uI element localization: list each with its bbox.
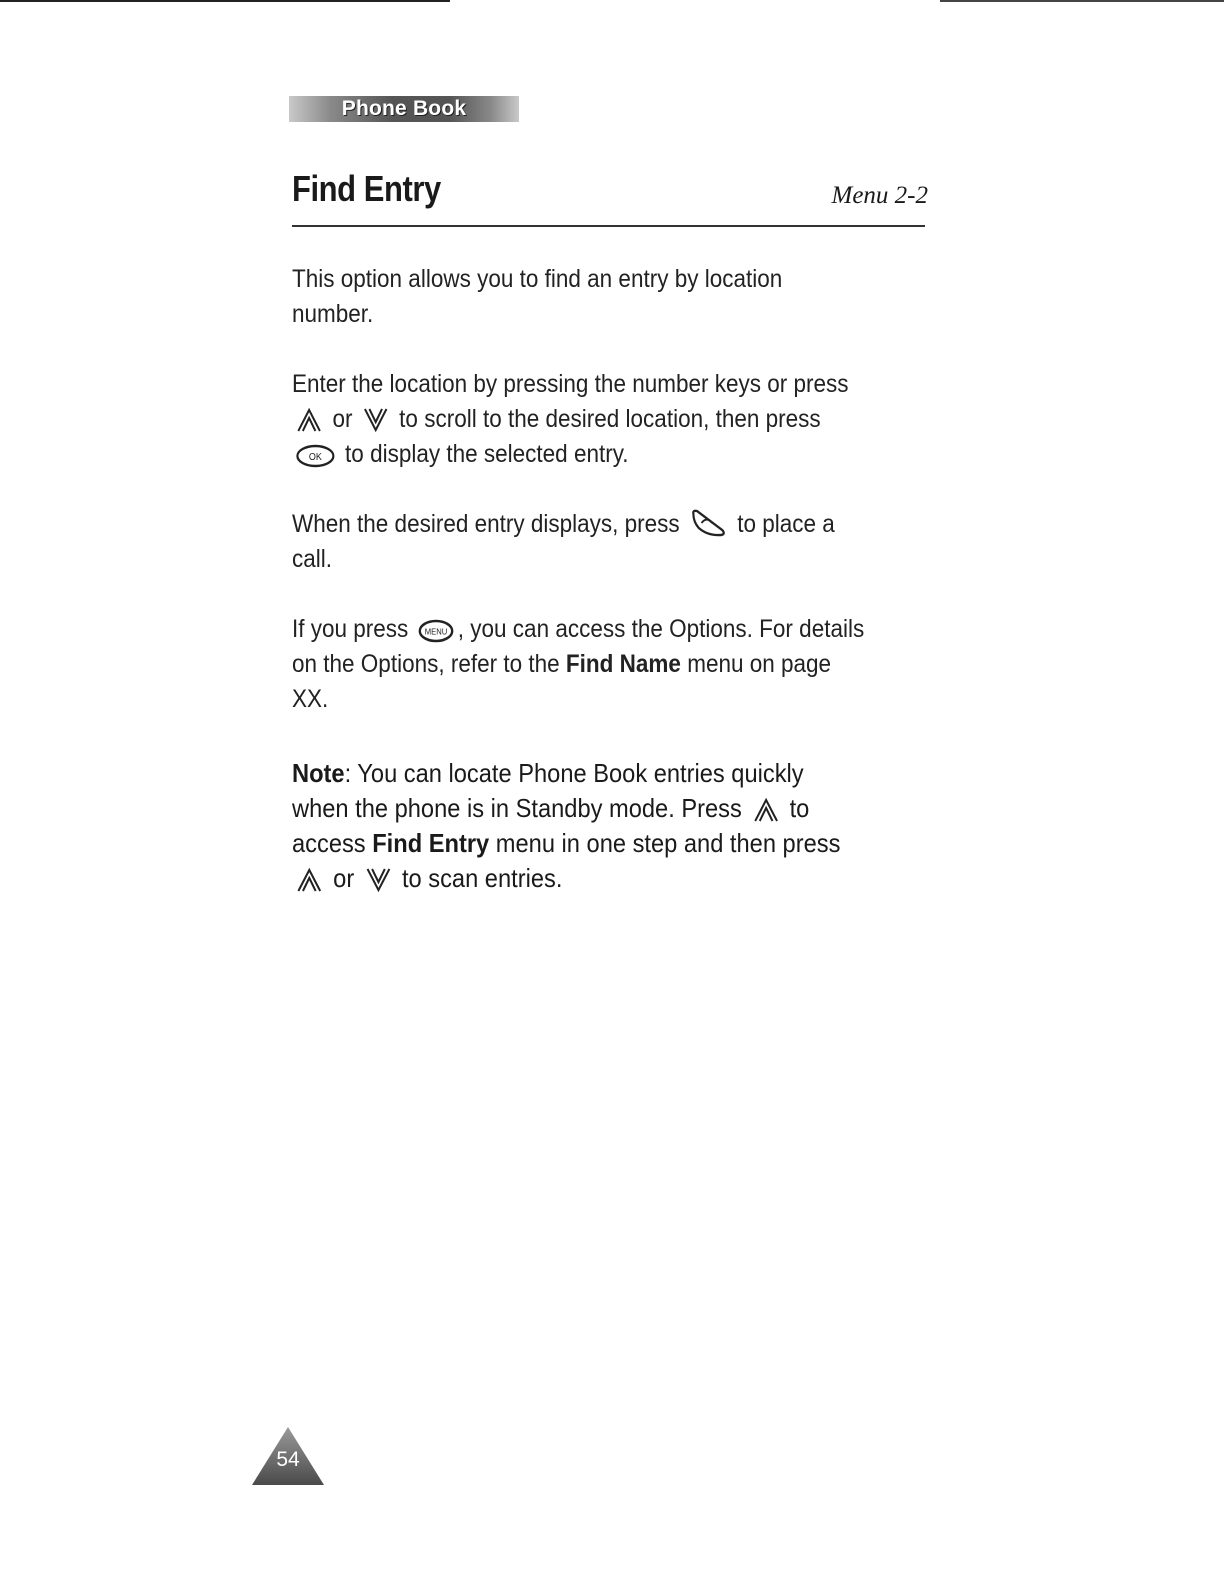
top-rule-left — [0, 0, 450, 2]
top-rule-right — [940, 0, 1224, 2]
down-key-icon — [362, 407, 389, 433]
call-text-a: When the desired entry displays, press — [292, 510, 680, 538]
find-name-reference: Find Name — [565, 650, 681, 678]
send-key-icon — [690, 508, 728, 538]
paragraph-place-call — [292, 507, 868, 577]
call-text-b: to place a call. — [292, 510, 835, 573]
enter-text-b: to scroll to the desired location, then press — [399, 405, 821, 433]
svg-text:OK: OK — [308, 451, 322, 464]
enter-text-a: Enter the location by pressing the number keys or press — [292, 370, 849, 398]
paragraph-intro — [292, 262, 868, 332]
paragraph-options — [292, 612, 868, 717]
svg-text:MENU: MENU — [424, 627, 448, 637]
note-label: Note — [292, 758, 345, 788]
up-key-icon — [296, 867, 323, 893]
up-key-icon — [296, 407, 323, 433]
note-text-c: menu in one step and then press — [495, 828, 841, 858]
note-paragraph — [292, 756, 865, 896]
note-or-text: or — [333, 863, 355, 893]
options-text-b: , you can access the Options. For details on the Options, refer to the — [292, 615, 865, 678]
down-key-icon — [364, 867, 391, 893]
note-text-d: to scan entries. — [401, 863, 563, 893]
paragraph-enter-location — [292, 367, 868, 472]
page-title: Find Entry — [292, 168, 441, 209]
up-key-icon — [752, 797, 779, 823]
ok-key-icon — [296, 444, 336, 468]
or-text: or — [332, 405, 353, 433]
menu-reference: Menu 2-2 — [831, 182, 928, 209]
note-text-b: to access — [292, 793, 810, 858]
find-entry-reference: Find Entry — [372, 828, 490, 858]
enter-text-c: to display the selected entry. — [345, 440, 629, 468]
intro-text: This option allows you to find an entry by location number. — [292, 265, 783, 328]
note-text-a: : You can locate Phone Book entries quickly when the phone is in Standby mode. Press — [292, 758, 804, 823]
menu-key-icon — [418, 619, 454, 643]
section-tab: Phone Book — [289, 96, 519, 122]
title-rule — [292, 225, 925, 227]
options-text-a: If you press — [292, 615, 409, 643]
options-text-c: menu on page XX. — [292, 650, 832, 713]
page-number: 54 — [276, 1448, 300, 1471]
